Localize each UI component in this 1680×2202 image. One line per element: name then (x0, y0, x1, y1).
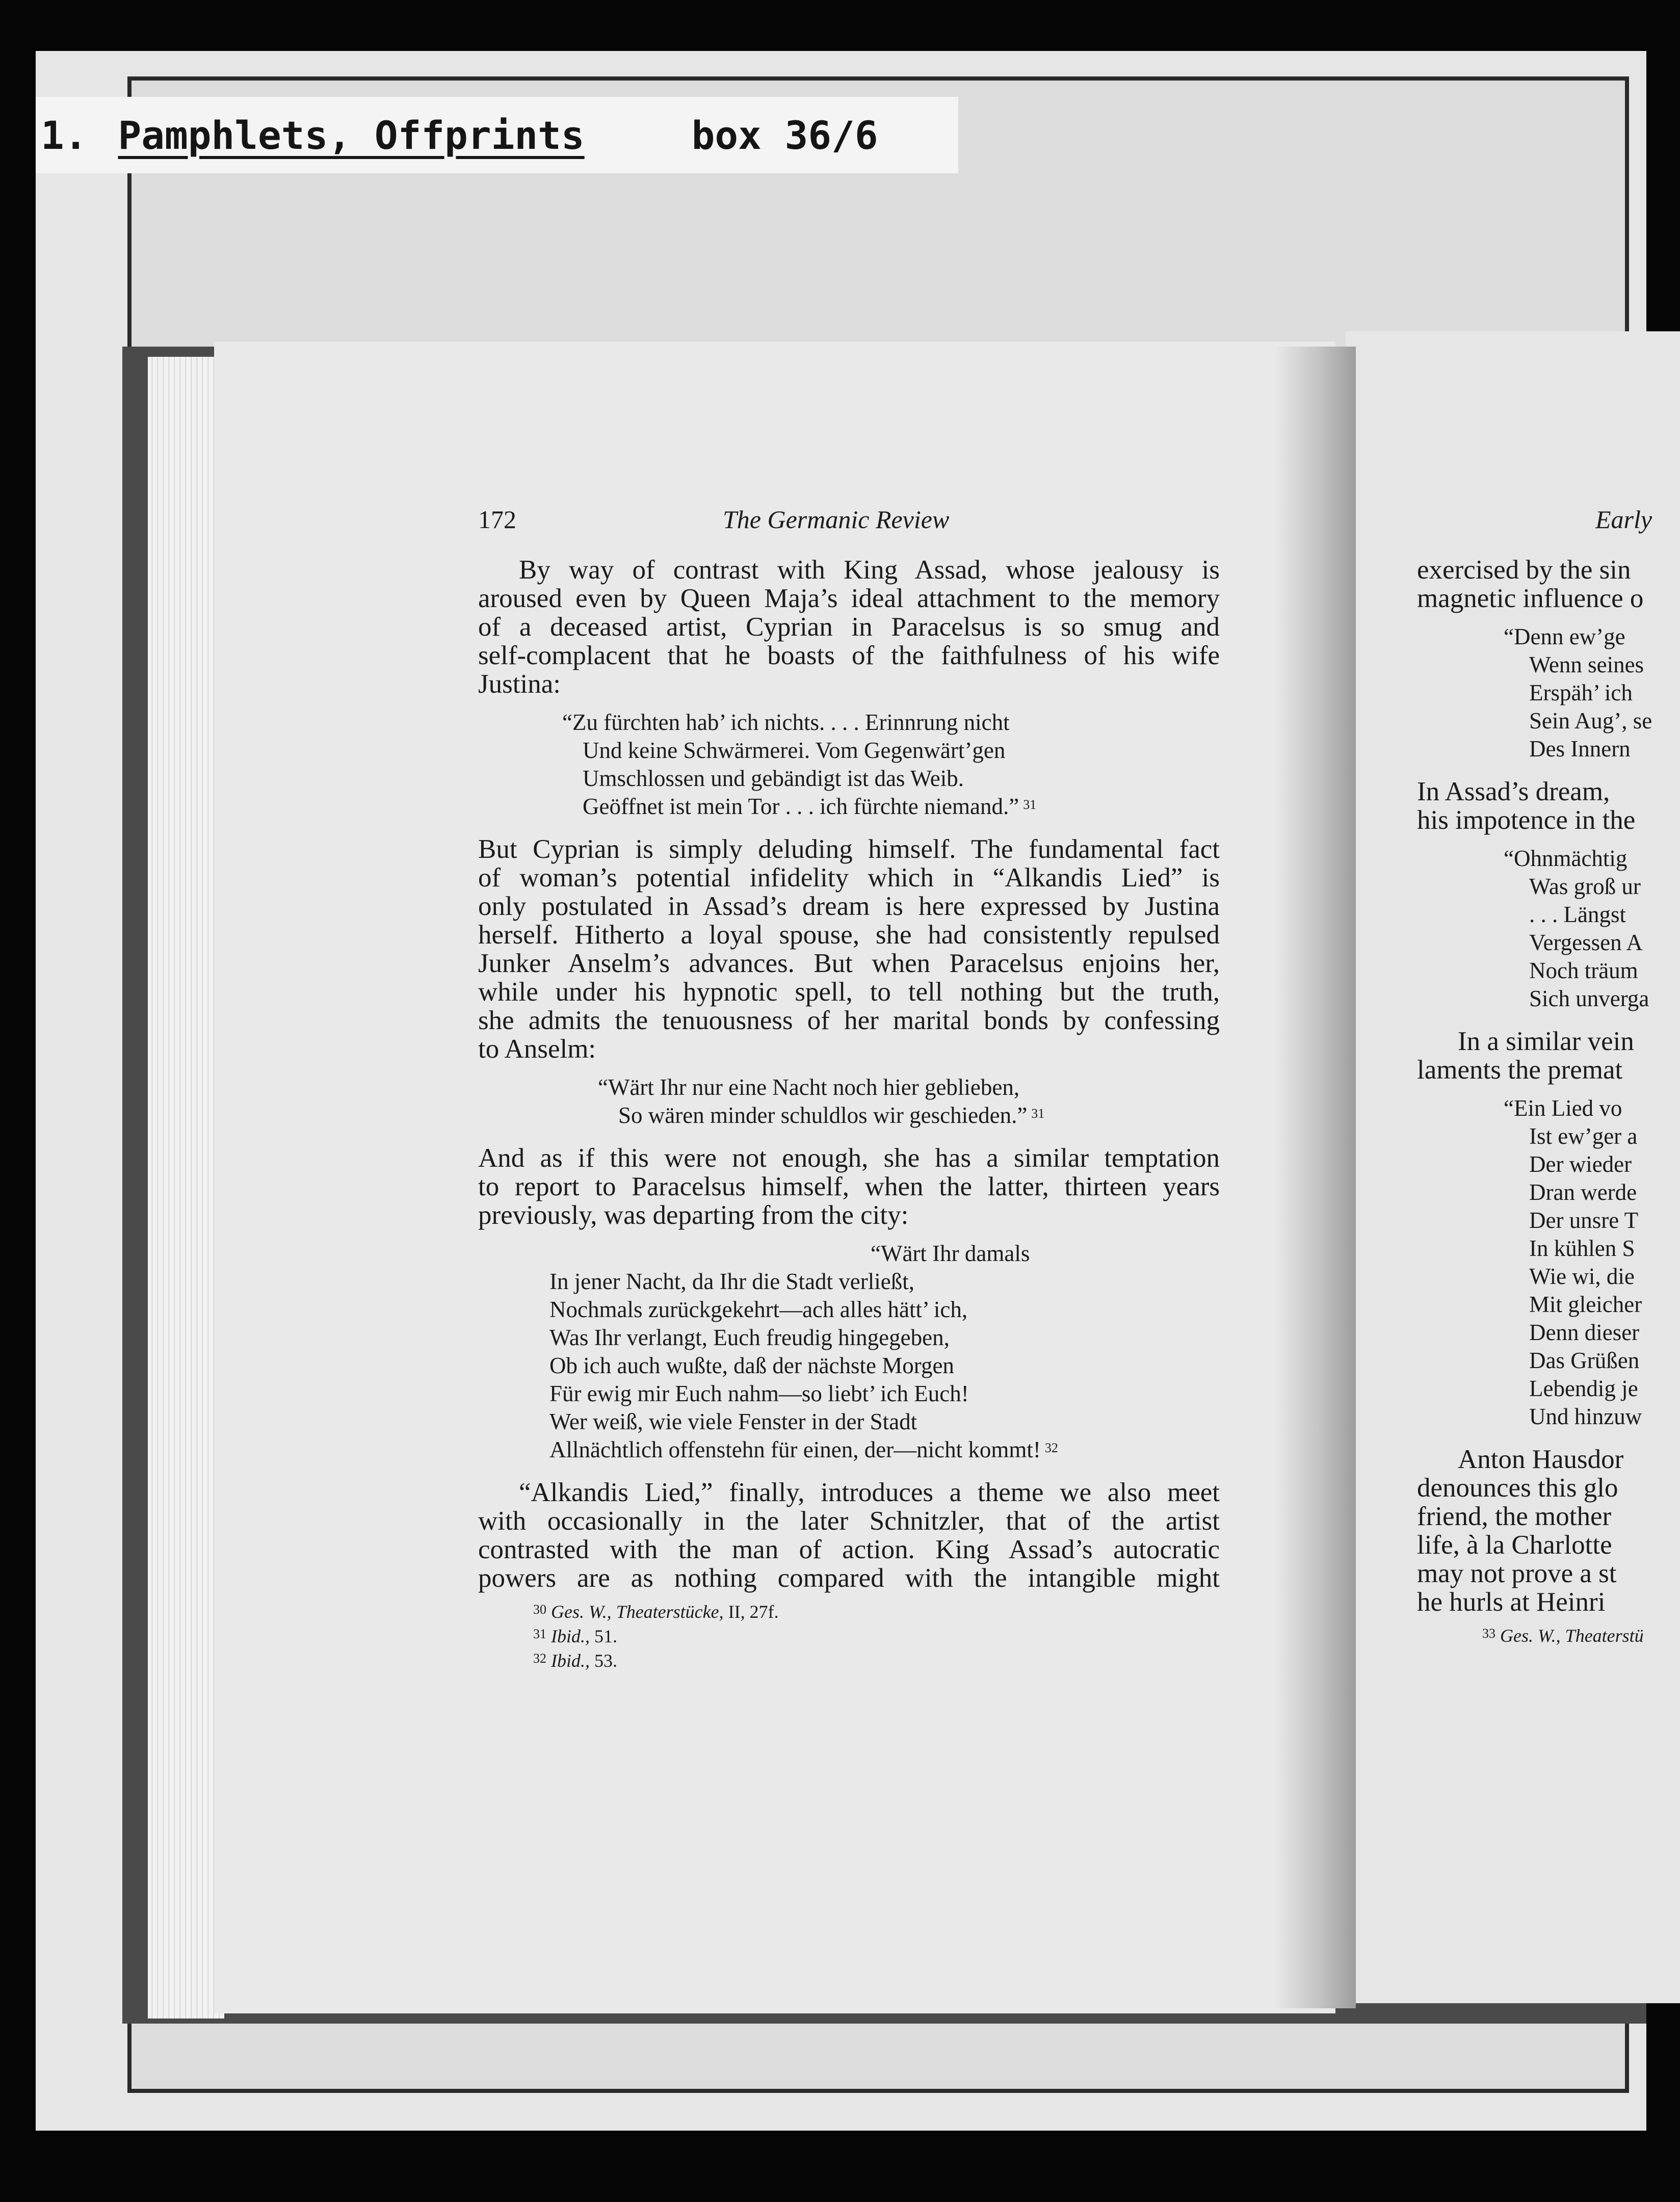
text-line: to report to Paracelsus himself, when the latter, thirteen years (478, 1172, 1220, 1201)
footnotes (478, 1600, 1220, 1673)
footnote-location: 53. (590, 1650, 617, 1671)
running-head: The Germanic Review (723, 505, 950, 534)
text-line: of a deceased artist, Cyprian in Paracelsus is so smug and (478, 612, 1220, 642)
verse-line: Was Ihr verlangt, Euch freudig hingegeben, (549, 1325, 950, 1350)
footnote-number: 32 (533, 1651, 546, 1666)
right-verse-line: Sein Aug’, se (1529, 708, 1652, 733)
right-line: life, à la Charlotte (1417, 1530, 1612, 1560)
right-line: In a similar vein (1458, 1027, 1634, 1056)
page-number: 172 (478, 505, 516, 534)
right-verse-line: “Denn ew’ge (1504, 624, 1625, 649)
footnote-source: Ges. W., Theaterstücke, (551, 1602, 724, 1622)
verse-line: Und keine Schwärmerei. Vom Gegenwärt’gen (583, 738, 1006, 763)
verse-line: “Wärt Ihr damals (871, 1241, 1030, 1266)
text-line: previously, was departing from the city: (478, 1200, 909, 1230)
right-line: friend, the mother (1417, 1502, 1612, 1531)
footnote-number: 30 (533, 1602, 546, 1617)
right-line: exercised by the sin (1417, 555, 1631, 585)
footnote (529, 1648, 1220, 1673)
right-verse-line: Und hinzuw (1529, 1404, 1642, 1429)
footnote-ref: 32 (1044, 1440, 1058, 1455)
text-line: to Anselm: (478, 1034, 596, 1064)
right-verse-line: Wenn seines (1529, 652, 1644, 677)
right-line: he hurls at Heinri (1417, 1587, 1606, 1617)
footnote-source: Ibid., (551, 1650, 590, 1671)
book-gutter (1274, 347, 1356, 2008)
right-line: magnetic influence o (1417, 584, 1644, 613)
right-line: his impotence in the (1417, 805, 1636, 835)
footnote (529, 1624, 1220, 1648)
verse-line: Geöffnet ist mein Tor . . . ich fürchte niemand.” (583, 794, 1019, 819)
text-line: Junker Anselm’s advances. But when Paracelsus enjoins her, (478, 949, 1220, 978)
right-verse-line: Noch träum (1529, 958, 1638, 983)
right-line: may not prove a st (1417, 1559, 1617, 1588)
right-verse-line: Sich unverga (1529, 986, 1649, 1011)
right-verse-b (1417, 845, 1680, 1013)
right-line: laments the premat (1417, 1055, 1623, 1085)
text-line: aroused even by Queen Maja’s ideal attachment to the memory (478, 584, 1220, 613)
footnote (529, 1600, 1220, 1624)
right-verse-line: “Ohnmächtig (1504, 846, 1628, 871)
right-verse-line: Der unsre T (1529, 1208, 1639, 1233)
footnote-separator (478, 1592, 1220, 1600)
paragraph-3 (478, 1144, 1220, 1229)
right-verse-line: Was groß ur (1529, 874, 1641, 899)
footnote-number: 31 (533, 1627, 546, 1641)
paragraph-2 (478, 835, 1220, 1063)
verse-line: Nochmals zurückgekehrt—ach alles hätt’ ich, (549, 1297, 968, 1322)
footnote-location: II, 27f. (723, 1602, 779, 1622)
right-footnote (1417, 1623, 1680, 1648)
right-verse-line: In kühlen S (1529, 1236, 1635, 1261)
right-page-text (1417, 556, 1680, 1648)
archive-box-label (36, 97, 958, 173)
text-line: she admits the tenuousness of her marital bonds by confessing (478, 1006, 1220, 1035)
verse-line: Ob ich auch wußte, daß der nächste Morgen (549, 1353, 954, 1378)
right-verse-line: Der wieder (1529, 1151, 1632, 1177)
right-verse-line: Erspäh’ ich (1529, 680, 1633, 705)
right-verse-line: Mit gleicher (1529, 1292, 1642, 1317)
verse-line: So wären minder schuldlos wir geschieden.” (618, 1103, 1028, 1128)
right-verse-line: . . . Längst (1529, 902, 1626, 927)
right-verse-line: Des Innern (1529, 736, 1631, 762)
text-line: self-complacent that he boasts of the faithfulness of his wife (478, 641, 1220, 670)
right-verse-line: “Ein Lied vo (1504, 1095, 1622, 1121)
right-verse-line: Das Grüßen (1529, 1348, 1640, 1373)
text-line: Justina: (478, 669, 561, 699)
page-edges (148, 357, 224, 2018)
right-verse-a (1417, 623, 1680, 763)
right-line: Anton Hausdor (1458, 1445, 1624, 1474)
verse-line: “Wärt Ihr nur eine Nacht noch hier geblieben, (598, 1074, 1020, 1100)
right-verse-line: Ist ew’ger a (1529, 1123, 1638, 1149)
left-page-body (478, 556, 1220, 1673)
right-line: In Assad’s dream, (1417, 777, 1610, 806)
verse-quote-3 (478, 1240, 1220, 1464)
right-verse-line: Vergessen A (1529, 930, 1643, 955)
right-verse-line: Denn dieser (1529, 1320, 1640, 1345)
verse-line: Für ewig mir Euch nahm—so liebt’ ich Euch! (549, 1381, 969, 1406)
footnote-source: Ibid., (551, 1626, 590, 1646)
text-line: of woman’s potential infidelity which in “Alkandis Lied” is (478, 863, 1220, 893)
footnote-number: 33 (1482, 1626, 1495, 1641)
paragraph-1 (478, 556, 1220, 698)
right-verse-line: Wie wi, die (1529, 1264, 1635, 1289)
text-line: with occasionally in the later Schnitzler, that of the artist (478, 1506, 1220, 1536)
paragraph-4 (478, 1478, 1220, 1592)
right-line: denounces this glo (1417, 1473, 1618, 1503)
right-verse-line: Dran werde (1529, 1179, 1637, 1205)
right-verse-c (1417, 1094, 1680, 1431)
text-line: And as if this were not enough, she has a similar temptation (478, 1143, 1220, 1173)
label-box-number: box 36/6 (691, 112, 878, 158)
verse-quote-1 (478, 709, 1220, 821)
right-verse-line: Lebendig je (1529, 1376, 1638, 1401)
verse-line: “Zu fürchten hab’ ich nichts. . . . Erinnrung nicht (562, 710, 1010, 735)
left-page-header (478, 505, 1220, 540)
label-number: 1. (41, 112, 88, 158)
right-page (1346, 331, 1680, 2003)
footnote-ref: 31 (1031, 1106, 1045, 1121)
text-line: powers are as nothing compared with the intangible might (478, 1563, 1220, 1593)
text-line: By way of contrast with King Assad, whose jealousy is (519, 555, 1220, 585)
label-series: Pamphlets, Offprints (118, 112, 585, 158)
text-line: only postulated in Assad’s dream is here expressed by Justina (478, 892, 1220, 921)
verse-line: Wer weiß, wie viele Fenster in der Stadt (549, 1409, 917, 1434)
verse-line: Allnächtlich offenstehn für einen, der—nicht kommt! (549, 1437, 1041, 1462)
footnote-source: Ges. W., Theaterstü (1500, 1626, 1644, 1646)
text-line: while under his hypnotic spell, to tell nothing but the truth, (478, 977, 1220, 1007)
text-line: “Alkandis Lied,” finally, introduces a theme we also meet (519, 1478, 1220, 1507)
footnote-ref: 31 (1023, 797, 1037, 812)
right-running-head: Early (1595, 505, 1652, 534)
verse-line: In jener Nacht, da Ihr die Stadt verließt, (549, 1269, 914, 1294)
verse-line: Umschlossen und gebändigt ist das Weib. (583, 766, 964, 791)
text-line: But Cyprian is simply deluding himself. The fundamental fact (478, 834, 1220, 864)
text-line: herself. Hitherto a loyal spouse, she had consistently repulsed (478, 920, 1220, 950)
text-line: contrasted with the man of action. King Assad’s autocratic (478, 1535, 1220, 1564)
footnote-location: 51. (590, 1626, 617, 1646)
verse-quote-2 (478, 1073, 1220, 1130)
